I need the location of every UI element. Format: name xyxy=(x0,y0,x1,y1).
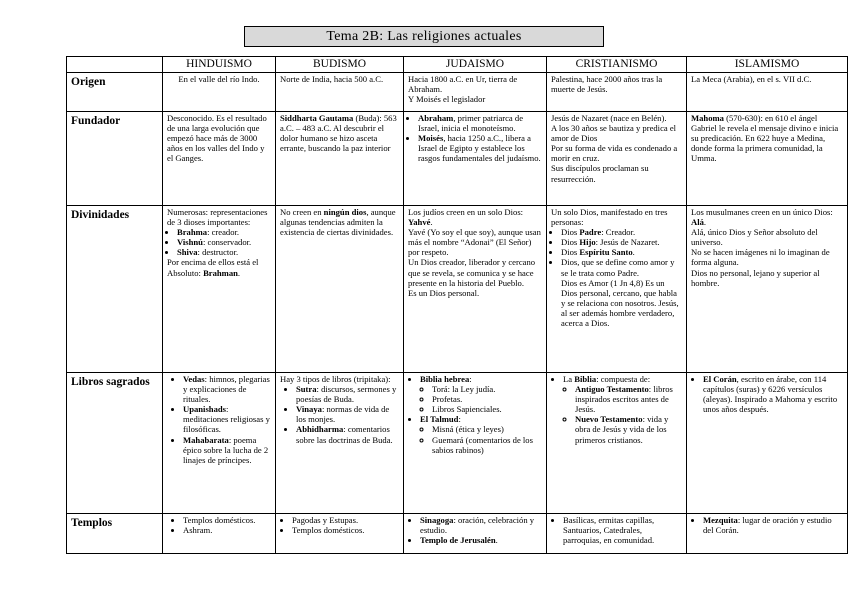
text-span: Dios xyxy=(561,247,580,258)
founder-text: , primer patriarca de Israel, inicia el monoteísmo. xyxy=(418,113,524,134)
book-text: : comentarios sobre las doctrinas de Buda. xyxy=(296,424,393,445)
text-span: No creen en xyxy=(280,207,324,217)
text-line: A los 30 años se bautiza y predica el amor de Dios xyxy=(551,123,677,144)
cell-fundador-budismo xyxy=(276,112,404,206)
book-text: : compuesta de: xyxy=(596,374,651,384)
cell-libros-judaismo xyxy=(404,373,547,514)
sub-list-item xyxy=(575,414,682,444)
list-item xyxy=(296,404,399,424)
sub-list-item xyxy=(575,384,682,414)
cell-templos-hinduismo xyxy=(163,514,276,554)
religions-table xyxy=(66,56,848,554)
cell-divinidades-islamismo xyxy=(687,206,848,373)
text-span: Dios xyxy=(561,237,580,248)
book-text: : discursos, sermones y poesías de Buda. xyxy=(296,384,397,405)
list-item xyxy=(177,247,271,257)
temple-name: Templo de Jerusalén xyxy=(420,535,496,546)
list-item xyxy=(703,515,843,535)
text-span: , aunque algunas tendencias admiten la existencia de ciertas divinidades. xyxy=(280,207,396,238)
text-line: Por su forma de vida es condenado a morir en cruz. xyxy=(551,143,678,164)
cell-templos-budismo xyxy=(276,514,404,554)
row-templos xyxy=(67,514,848,554)
book-text: : libros inspirados escritos antes de Jesús. xyxy=(575,384,673,415)
deity-text: : destructor. xyxy=(197,247,239,258)
row-divinidades xyxy=(67,206,848,373)
book-name: El Talmud xyxy=(420,414,459,425)
deity-text: : creador. xyxy=(207,227,240,238)
book-name: Vinaya xyxy=(296,404,322,415)
list-item xyxy=(420,535,542,545)
deity-name: Vishnú xyxy=(177,237,203,248)
book-name: Biblia xyxy=(574,374,597,384)
text-line: Yavé (Yo soy el que soy), aunque usan más el nombre “Adonai” (El Señor) por respeto. xyxy=(408,227,541,258)
text-line: Alá, único Dios y Señor absoluto del universo. xyxy=(691,227,818,248)
text-block: Dios es Amor (1 Jn 4,8) Es un Dios personal, cercano, que habla y se relaciona con nosotros. Jesús, al ser además hombre verdadero, acerca a Dios. xyxy=(561,277,679,329)
text-line: Es un Dios personal. xyxy=(408,287,480,298)
temple-text: . xyxy=(495,535,498,546)
deity-name: Brahma xyxy=(177,227,208,238)
list-item xyxy=(561,257,682,328)
cell-libros-islamismo xyxy=(687,373,848,514)
sub-list-item: ◦ Profetas. xyxy=(432,394,542,404)
list-item xyxy=(420,414,542,454)
text-span: . xyxy=(703,217,707,228)
founder-text: , hacia 1250 a.C., libera a Israel de Egipto y establece los rasgos fundamentales del judaísmo. xyxy=(418,133,541,164)
temple-name: Mezquita xyxy=(703,515,738,525)
book-name: Sutra xyxy=(296,384,317,395)
corner-cell xyxy=(67,57,163,73)
cell-fundador-hinduismo: Desconocido. Es el resultado de una larga evolución que empezó hace más de 3000 años en los valles del Indo y el Ganges. xyxy=(163,112,276,206)
text-span: . xyxy=(430,217,433,228)
deity-name: Padre xyxy=(579,227,602,238)
emphasis: ningún dios xyxy=(323,207,367,217)
row-label-divinidades: Divinidades xyxy=(67,206,163,373)
cell-divinidades-budismo xyxy=(276,206,404,373)
founder-text: (Buda): 563 a.C. – 483 a.C. Al descubrir el dolor humano se hizo asceta errante, buscando la paz interior xyxy=(280,113,397,154)
cell-templos-islamismo xyxy=(687,514,848,554)
deity-name: Alá xyxy=(691,217,704,228)
list-item xyxy=(563,374,682,445)
founder-name: Abraham xyxy=(418,113,454,123)
text-span: Dios, que se define como amor y se le trata como Padre. xyxy=(561,257,675,278)
list-item xyxy=(177,237,271,247)
list-item xyxy=(418,133,542,163)
cell-divinidades-judaismo xyxy=(404,206,547,373)
text-span: Dios xyxy=(561,227,580,238)
row-label-fundador: Fundador xyxy=(67,112,163,206)
deity-name: Yahvé xyxy=(408,217,431,228)
row-libros xyxy=(67,373,848,514)
list-item xyxy=(561,227,682,237)
cell-origen-judaismo xyxy=(404,73,547,112)
list-item xyxy=(183,374,271,404)
deity-text: : conservador. xyxy=(202,237,252,248)
text-line xyxy=(408,207,542,227)
founder-text: (570-630): en 610 el ángel Gabriel le revela el mensaje divino e inicia su predicación. En 622 huye a Medina, donde forma la primera comunidad, la Umma. xyxy=(691,113,839,164)
list-item xyxy=(561,247,682,257)
text-line: Numerosas: representaciones de 3 dioses importantes: xyxy=(167,207,268,228)
list-item xyxy=(177,227,271,237)
book-text: : meditaciones religiosas y filosóficas. xyxy=(183,404,270,435)
book-name: El Corán xyxy=(703,374,737,384)
text-line: Jesús de Nazaret (nace en Belén). xyxy=(551,113,667,123)
founder-name: Moisés xyxy=(418,133,444,144)
temple-text: : lugar de oración y estudio del Corán. xyxy=(703,515,832,536)
cell-fundador-islamismo xyxy=(687,112,848,206)
row-label-templos: Templos xyxy=(67,514,163,554)
column-header-cristianismo: CRISTIANISMO xyxy=(547,57,687,73)
row-label-origen: Origen xyxy=(67,73,163,112)
temple-text: : oración, celebración y estudio. xyxy=(420,515,535,536)
book-text: : poema épico sobre la lucha de 2 linajes de príncipes. xyxy=(183,434,269,465)
text-span: La xyxy=(563,374,575,384)
row-origen xyxy=(67,73,848,112)
book-name: Upanishads xyxy=(183,404,226,415)
list-item: • Basílicas, ermitas capillas, Santuarios, Catedrales, parroquias, en comunidad. xyxy=(563,515,682,545)
deity-name: Hijo xyxy=(579,237,596,248)
book-text: : normas de vida de los monjes. xyxy=(296,404,390,425)
book-text: , escrito en árabe, con 114 capítulos (suras) y 6226 versículos (aleyas). Inspirado a Mahoma y escrito unos años después. xyxy=(703,374,838,415)
text-line: Dios no personal, lejano y superior al hombre. xyxy=(691,267,820,288)
list-item xyxy=(703,374,843,414)
text-span: . xyxy=(632,247,635,258)
cell-origen-hinduismo: En el valle del río Indo. xyxy=(163,73,276,112)
text-line: No se hacen imágenes ni lo imaginan de forma alguna. xyxy=(691,247,830,268)
column-header-islamismo: ISLAMISMO xyxy=(687,57,848,73)
cell-libros-cristianismo xyxy=(547,373,687,514)
list-item xyxy=(183,435,271,465)
text-line: Un Dios creador, liberador y cercano que se revela, se comunica y se hace presente en la historia del Pueblo. xyxy=(408,257,536,288)
cell-libros-budismo xyxy=(276,373,404,514)
book-text: : xyxy=(458,414,461,425)
book-text: : xyxy=(469,374,472,384)
founder-name: Mahoma xyxy=(691,113,724,123)
list-item xyxy=(296,384,399,404)
text-span: : Jesús de Nazaret. xyxy=(595,237,660,248)
cell-fundador-cristianismo xyxy=(547,112,687,206)
book-name: Nuevo Testamento xyxy=(575,414,643,425)
column-header-hinduismo: HINDUISMO xyxy=(163,57,276,73)
sub-list-item: ◦ Misná (ética y leyes) xyxy=(432,424,542,434)
deity-name: Brahman xyxy=(203,267,238,278)
book-text: : himnos, plegarias y explicaciones de rituales. xyxy=(183,374,270,405)
text-span: . xyxy=(237,267,241,278)
list-item: • Pagodas y Estupas. xyxy=(292,515,399,525)
founder-name: Siddharta Gautama xyxy=(280,113,354,123)
cell-templos-judaismo xyxy=(404,514,547,554)
cell-origen-islamismo: La Meca (Arabia), en el s. VII d.C. xyxy=(687,73,848,112)
column-header-budismo: BUDISMO xyxy=(276,57,404,73)
text-span: : Creador. xyxy=(601,227,636,238)
book-name: Vedas xyxy=(183,374,205,384)
sub-list-item: ◦ Libros Sapienciales. xyxy=(432,404,542,414)
sub-list-item: ◦ Guemará (comentarios de los sabios rabinos) xyxy=(432,435,542,455)
temple-name: Sinagoga xyxy=(420,515,454,525)
book-name: Abhidharma xyxy=(296,424,344,435)
row-label-libros: Libros sagrados xyxy=(67,373,163,514)
book-name: Biblia hebrea xyxy=(420,374,470,384)
sub-list-item: ◦ Torá: la Ley judía. xyxy=(432,384,542,394)
book-name: Mahabarata xyxy=(183,434,229,445)
text-line: Sus discípulos proclaman su resurrección. xyxy=(551,163,649,184)
text-line: Un solo Dios, manifestado en tres personas: xyxy=(551,207,668,228)
list-item xyxy=(561,237,682,247)
list-item xyxy=(183,404,271,434)
list-item: • Ashram. xyxy=(183,525,271,535)
text-line xyxy=(691,207,843,227)
text-span: Los judíos creen en un solo Dios: xyxy=(408,207,524,217)
text-span: Por encima de ellos está el Absoluto: xyxy=(167,257,259,278)
book-text: : vida y obra de Jesús y vida de los primeros cristianos. xyxy=(575,414,669,445)
header-row xyxy=(67,57,848,73)
cell-divinidades-hinduismo xyxy=(163,206,276,373)
column-header-judaismo: JUDAISMO xyxy=(404,57,547,73)
list-item xyxy=(420,515,542,535)
list-item xyxy=(420,374,542,414)
text-line: Hacia 1800 a.C. en Ur, tierra de Abraham. xyxy=(408,74,518,95)
document-title: Tema 2B: Las religiones actuales xyxy=(244,26,604,47)
cell-libros-hinduismo xyxy=(163,373,276,514)
list-item xyxy=(296,424,399,444)
list-item xyxy=(418,113,542,133)
text-line xyxy=(167,257,271,277)
deity-name: Espíritu Santo xyxy=(579,247,633,258)
list-item: • Templos domésticos. xyxy=(292,525,399,535)
cell-divinidades-cristianismo xyxy=(547,206,687,373)
cell-origen-budismo: Norte de India, hacia 500 a.C. xyxy=(276,73,404,112)
row-fundador xyxy=(67,112,848,206)
cell-templos-cristianismo xyxy=(547,514,687,554)
text-line: Y Moisés el legislador xyxy=(408,94,486,105)
text-span: Los musulmanes creen en un único Dios: xyxy=(691,207,833,217)
cell-origen-cristianismo: Palestina, hace 2000 años tras la muerte de Jesús. xyxy=(547,73,687,112)
cell-fundador-judaismo xyxy=(404,112,547,206)
book-name: Antiguo Testamento xyxy=(575,384,649,395)
text-line: Hay 3 tipos de libros (tripitaka): xyxy=(280,374,391,384)
list-item: • Templos domésticos. xyxy=(183,515,271,525)
deity-name: Shiva xyxy=(177,247,198,258)
